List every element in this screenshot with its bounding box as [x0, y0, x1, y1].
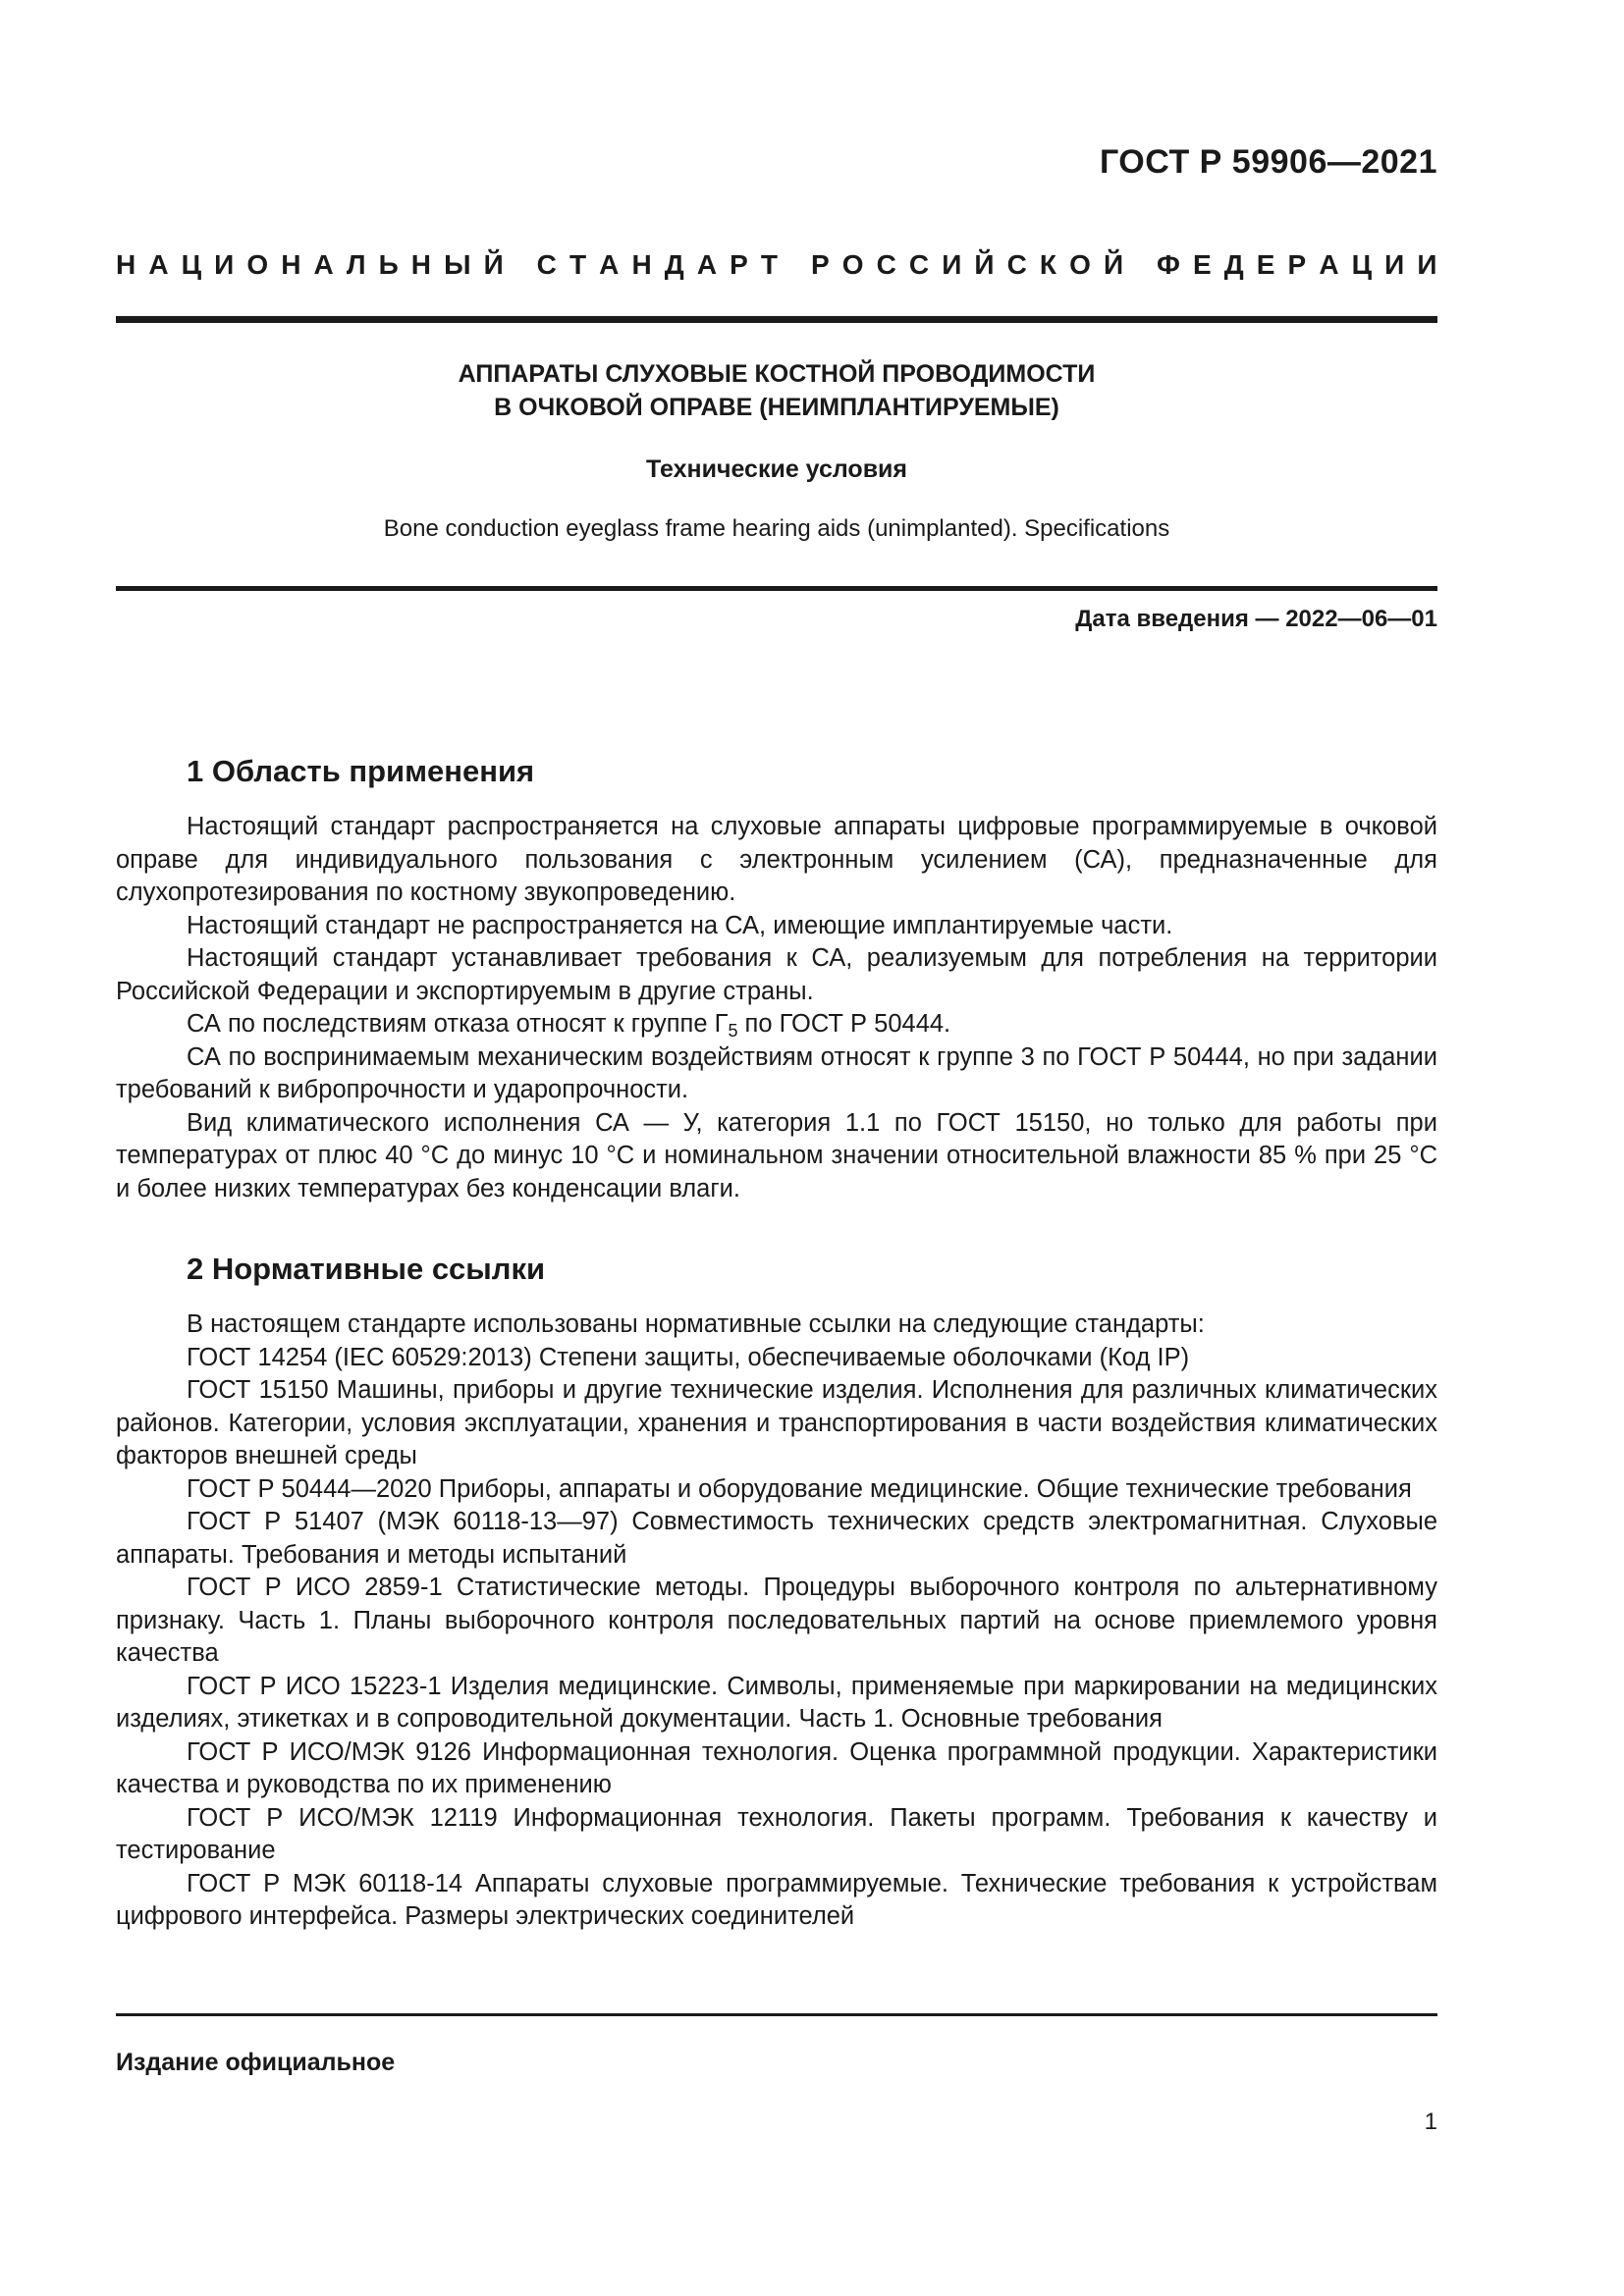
reference-item: ГОСТ Р 50444—2020 Приборы, аппараты и оборудование медицинские. Общие технические требования — [187, 1474, 1412, 1503]
heading-letter: А — [313, 249, 334, 280]
heading-letter: Д — [1223, 249, 1244, 280]
national-standard-heading — [116, 249, 1437, 281]
title-line-1: АППАРАТЫ СЛУХОВЫЕ КОСТНОЙ ПРОВОДИМОСТИ — [458, 360, 1096, 388]
heading-letter: С — [1006, 249, 1027, 280]
heading-letter — [1136, 249, 1144, 281]
heading-letter: С — [908, 249, 930, 280]
paragraph: В настоящем стандарте использованы нормативные ссылки на следующие стандарты: — [187, 1310, 1205, 1338]
heading-letter: Е — [1192, 249, 1212, 280]
paragraph — [116, 1008, 1437, 1041]
heading-letter: Й — [483, 249, 504, 280]
reference-item: ГОСТ Р ИСО/МЭК 9126 Информационная технология. Оценка программной продукции. Характеристики качества и руководства по их применению — [116, 1737, 1437, 1798]
heading-letter: Н — [410, 249, 432, 280]
section-heading: 2 Нормативные ссылки — [187, 1252, 546, 1286]
heading-letter — [790, 249, 798, 281]
heading-letter: Ь — [378, 249, 399, 280]
reference-item: ГОСТ Р 51407 (МЭК 60118-13—97) Совместимость технических средств электромагнитная. Слуховые аппараты. Требования и методы испытаний — [116, 1508, 1437, 1569]
text-run: по ГОСТ Р 50444. — [737, 1010, 951, 1038]
heading-letter: Ц — [1351, 249, 1373, 280]
section-heading: 1 Область применения — [187, 754, 535, 788]
heading-letter: А — [696, 249, 718, 280]
heading-letter: Н — [116, 249, 136, 280]
heading-letter: Й — [974, 249, 995, 280]
reference-item: ГОСТ 15150 Машины, приборы и другие технические изделия. Исполнения для различных климатических районов. Категории, условия эксплуатации, хранения и транспортирования в части воздействия климатических факторов внешней среды — [116, 1376, 1437, 1469]
heading-letter: Р — [730, 249, 748, 280]
heading-letter: Н — [631, 249, 652, 280]
heading-letter: И — [214, 249, 235, 280]
text-run: СА по последствиям отказа относят к группе Г — [187, 1010, 729, 1038]
subscript: 5 — [728, 1021, 738, 1041]
heading-letter — [516, 249, 524, 281]
heading-letter: Д — [664, 249, 684, 280]
heading-letter: С — [876, 249, 896, 280]
heading-letter: И — [1417, 249, 1437, 280]
reference-item: ГОСТ Р ИСО 2859-1 Статистические методы. Процедуры выборочного контроля по альтернативному признаку. Часть 1. Планы выборочного контроля последовательных партий на основе приемлемого уровня качества — [116, 1574, 1437, 1667]
english-title: Bone conduction eyeglass frame hearing aids (unimplanted). Specifications — [383, 515, 1170, 542]
heading-letter: А — [1319, 249, 1339, 280]
heading-letter: О — [246, 249, 269, 280]
heading-letter: Ц — [181, 249, 202, 280]
heading-letter: С — [536, 249, 557, 280]
document-code: ГОСТ Р 59906—2021 — [1099, 143, 1437, 181]
official-edition-label: Издание официальное — [116, 2049, 396, 2076]
heading-letter: О — [1069, 249, 1091, 280]
reference-item: ГОСТ Р ИСО/МЭК 12119 Информационная технология. Пакеты программ. Требования к качеству и тестирование — [116, 1803, 1437, 1864]
paragraph: Настоящий стандарт не распространяется на СА, имеющие имплантируемые части. — [187, 911, 1173, 939]
page-number: 1 — [1424, 2109, 1437, 2135]
paragraph: Вид климатического исполнения СА — У, категория 1.1 по ГОСТ 15150, но только для работы при температурах от плюс 40 °С до минус 10 °С и номинальном значении относительной влажности 85 % при 25 °С и более низких температурах без конденсации влаги. — [116, 1108, 1437, 1202]
heading-letter: Т — [760, 249, 778, 280]
reference-item: ГОСТ Р МЭК 60118-14 Аппараты слуховые программируемые. Технические требования к устройствам цифрового интерфейса. Размеры электрических соединителей — [116, 1869, 1437, 1930]
reference-item: ГОСТ 14254 (IEC 60529:2013) Степени защиты, обеспечиваемые оболочками (Код IP) — [187, 1343, 1190, 1371]
title-divider — [116, 586, 1437, 591]
heading-letter: Ы — [444, 249, 471, 280]
heading-letter: Р — [1287, 249, 1307, 280]
heading-letter: А — [148, 249, 169, 280]
introduction-date: Дата введения — 2022—06—01 — [1075, 606, 1437, 632]
heading-letter: Н — [281, 249, 301, 280]
heading-letter: Е — [1256, 249, 1275, 280]
heading-letter: Т — [568, 249, 587, 280]
heading-letter: А — [599, 249, 620, 280]
heading-letter: И — [1384, 249, 1405, 280]
paragraph: СА по воспринимаемым механическим воздействиям относят к группе 3 по ГОСТ Р 50444, но при задании требований к вибропрочности и ударопрочности. — [116, 1042, 1437, 1103]
reference-item: ГОСТ Р ИСО 15223-1 Изделия медицинские. Символы, применяемые при маркировании на медицинских изделиях, этикетках и в сопроводительной документации. Часть 1. Основные требования — [116, 1672, 1437, 1733]
footer-divider — [116, 2013, 1437, 2016]
heading-letter: Р — [810, 249, 830, 280]
paragraph: Настоящий стандарт устанавливает требования к СА, реализуемым для потребления на территории Российской Федерации и экспортируемым в другие страны. — [116, 944, 1437, 1005]
heading-letter: К — [1039, 249, 1056, 280]
heading-letter: Ф — [1157, 249, 1180, 280]
document-title — [116, 357, 1437, 424]
top-divider — [116, 316, 1437, 323]
heading-letter: Й — [1103, 249, 1124, 280]
paragraph: Настоящий стандарт распространяется на слуховые аппараты цифровые программируемые в очковой оправе для индивидуального пользования с электронным усилением (СА), предназначенные для слухопротезирования по костному звукопроведению. — [116, 813, 1437, 906]
heading-letter: О — [841, 249, 864, 280]
section-scope — [116, 754, 1437, 1205]
heading-letter: Л — [346, 249, 366, 280]
document-subtitle: Технические условия — [645, 455, 908, 483]
section-normative-references — [116, 1252, 1437, 1934]
title-line-2: В ОЧКОВОЙ ОПРАВЕ (НЕИМПЛАНТИРУЕМЫЕ) — [494, 394, 1059, 421]
heading-letter: И — [942, 249, 962, 280]
